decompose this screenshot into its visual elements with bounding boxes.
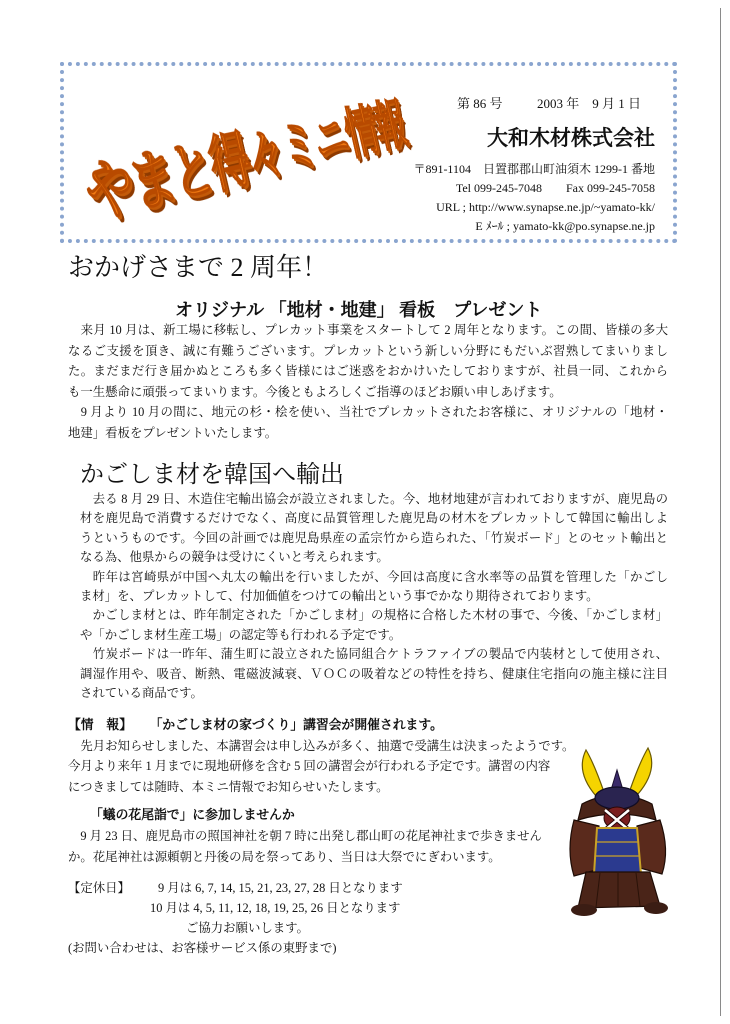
paragraph-line: も一生懸命に頑張ってまいります。今後ともよろしくご指導のほどお願い申しあげます。 [68, 384, 562, 399]
paragraph-line: 9 月 23 日、鹿児島市の照国神社を朝 7 時に出発し郡山町の花尾神社まで歩きません [68, 829, 542, 843]
anniversary-headline: おかげさまで 2 周年！ [68, 253, 329, 282]
paragraph-line: なるご支援を頂き、誠に有難うございます。プレカットという新しい分野にもだいぶ習熟してまいりまし [68, 343, 668, 358]
info-label: 【情 報】 [68, 718, 132, 732]
company-name: 大和木材株式会社 [487, 126, 655, 150]
info-notice [68, 715, 588, 798]
anniversary-paragraph [68, 320, 668, 444]
holidays-october: 10 月は 4, 5, 11, 12, 18, 19, 25, 26 日となります [150, 901, 401, 915]
contact-note: (お問い合わせは、お客様サービス係の東野まで) [68, 941, 337, 955]
paragraph-line: につきましては随時、本ミニ情報でお知らせいたします。 [68, 780, 389, 795]
anniversary-subheadline: オリジナル 「地材・地建」 看板 プレゼント [175, 300, 543, 320]
paragraph-line: や「かごしま材生産工場」の認定等も行われる予定です。 [80, 627, 402, 642]
paragraph-line: ま材」を、プレカットして、付加価値をつけての輸出という事でかなり期待されております。 [80, 588, 599, 603]
holidays-request: ご協力お願いします。 [186, 921, 309, 935]
paragraph-line: 去る 8 月 29 日、木造住宅輸出協会が設立されました。今、地材地建が言われておりますが、鹿児島の [80, 492, 668, 506]
face-mask [604, 807, 630, 830]
armor-chest [594, 828, 641, 874]
issue-date: 2003 年 9 月 1 日 [537, 96, 642, 111]
paragraph-line: 今月より来年 1 月までに現地研修を含む 5 回の講習会が行われる予定です。講習の内容 [68, 759, 551, 774]
issue-number: 第 86 号 [457, 96, 503, 111]
paragraph-line: た。まだまだ行き届かぬところも多く皆様にはご迷惑をおかけいたしておりますが、社員一同、これから [68, 364, 668, 379]
paragraph-line: 竹炭ボードは一昨年、蒲生町に設立された協同組合ケトラファイブの製品で内装材として使用され、 [80, 647, 668, 662]
company-tel-fax: Tel 099-245-7048 Fax 099-245-7058 [455, 181, 655, 195]
company-address: 〒891-1104 日置郡郡山町油須木 1299-1 番地 [413, 162, 655, 176]
samurai-armor-illustration [566, 746, 676, 918]
paragraph-line: 昨年は宮崎県が中国へ丸太の輸出を行いましたが、今回は高度に含水率等の品質を管理した「かごし [80, 569, 668, 584]
paragraph-line: 材を鹿児島で消費するだけでなく、高度に品質管理した鹿児島の材木をプレカットして韓国に輸出しよ [80, 511, 668, 526]
page-edge-line [720, 8, 721, 1016]
paragraph-line: かごしま材とは、昨年制定された「かごしま材」の規格に合格した木材の事で、今後、「かごしま材」 [80, 608, 668, 623]
info-title: 「かごしま材の家づくり」講習会が開催されます。 [155, 718, 443, 732]
paragraph-line: 調湿作用や、吸音、断熱、電磁波減衰、ＶＯＣの吸着などの特性を持ち、健康住宅指向の施主様に注目 [80, 666, 668, 681]
company-url: URL ; http://www.synapse.ne.jp/~yamato-kk/ [436, 200, 655, 214]
walk-event-title: 「蟻の花尾詣で」に参加しませんか [90, 808, 295, 822]
newsletter-logo-title: やまと得々ミニ情報 [78, 92, 411, 236]
holidays-label: 【定休日】 [68, 881, 130, 895]
paragraph-line: 来月 10 月は、新工場に移転し、プレカット事業をスタートして 2 周年となります。この間、皆様の多大 [68, 323, 668, 337]
walk-event-paragraph [68, 826, 588, 867]
paragraph-line: 地建」看板をプレゼントいたします。 [68, 425, 278, 440]
paragraph-line: か。花尾神社は源頼朝と丹後の局を祭ってあり、当日は大祭でにぎわいます。 [68, 849, 501, 864]
info-heading [68, 715, 588, 736]
export-headline: かごしま材を韓国へ輸出 [80, 462, 344, 488]
paragraph-line: 先月お知らせしました、本講習会は申し込みが多く、抽選で受講生は決まったようです。 [68, 738, 575, 753]
paragraph-line: されている商品です。 [80, 685, 203, 700]
paragraph-line: うというものです。今回の計画では鹿児島県産の孟宗竹から造られた、「竹炭ボード」とのセット輸出と [80, 530, 668, 545]
paragraph-line: なる為、他県からの競争は受けにくいと考えられます。 [80, 550, 389, 565]
company-email: E ﾒｰﾙ ; yamato-kk@po.synapse.ne.jp [475, 219, 655, 233]
armor-skirt [578, 872, 660, 908]
paragraph-line: 9 月より 10 月の間に、地元の杉・桧を使い、当社でプレカットされたお客様に、オリジナルの「地材・ [68, 405, 668, 420]
holidays-september: 9 月は 6, 7, 14, 15, 21, 23, 27, 28 日となります [158, 881, 403, 895]
export-paragraph [80, 490, 668, 703]
